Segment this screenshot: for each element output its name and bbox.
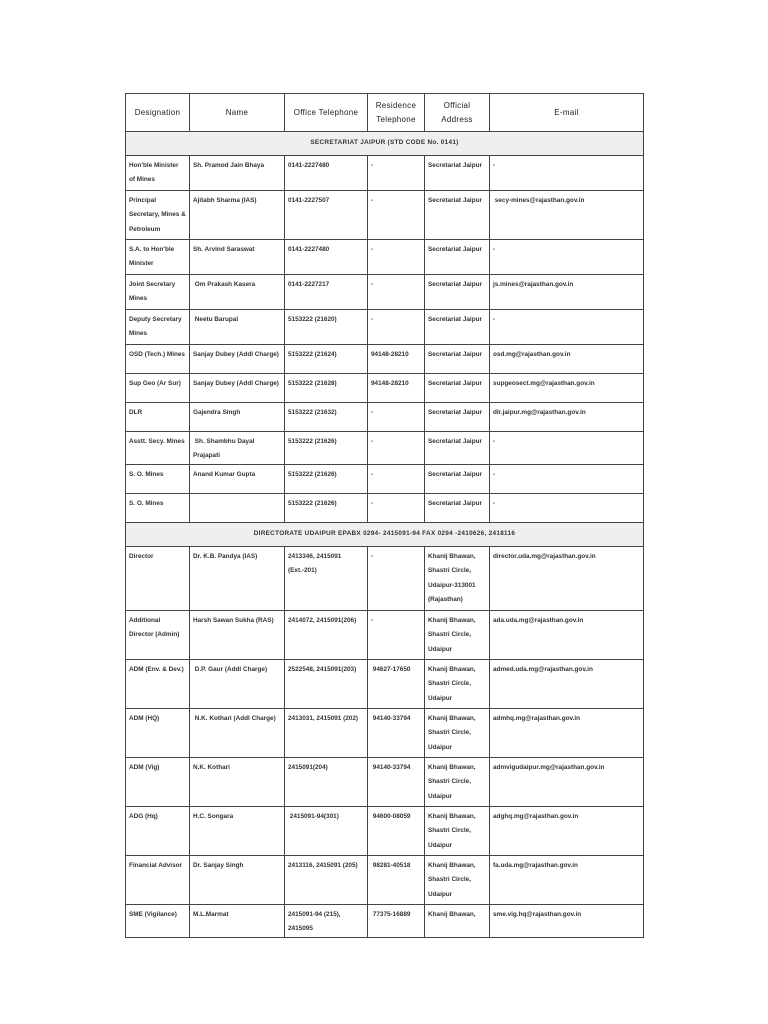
table-row xyxy=(126,432,644,465)
email-cell[interactable] xyxy=(490,464,644,493)
email-cell[interactable] xyxy=(490,546,644,610)
designation-cell xyxy=(126,275,190,310)
residence-telephone-cell-text: - xyxy=(371,246,374,253)
email-cell[interactable] xyxy=(490,156,644,191)
residence-telephone-cell-text: 94140-33794 xyxy=(371,763,411,771)
name-cell-text: Sanjay Dubey (Addl Charge) xyxy=(193,351,279,358)
residence-telephone-cell-text: 94627-17650 xyxy=(371,665,411,673)
table-row xyxy=(126,757,644,806)
office-telephone-cell-text: 0141-2227217 xyxy=(288,281,330,288)
table-row xyxy=(126,493,644,522)
official-address-cell-text: Secretariat Jaipur xyxy=(428,316,482,323)
office-telephone-cell xyxy=(285,345,368,374)
official-address-cell-text: Khanij Bhawan, Shastri Circle, Udaipur xyxy=(428,861,478,898)
email-cell[interactable] xyxy=(490,659,644,708)
directory-table xyxy=(125,93,644,938)
email-cell-text: - xyxy=(493,499,496,507)
email-cell[interactable] xyxy=(490,374,644,403)
table-row xyxy=(126,310,644,345)
designation-cell xyxy=(126,374,190,403)
name-cell xyxy=(190,610,285,659)
office-telephone-cell-text: 5153222 (21626) xyxy=(288,470,337,478)
official-address-cell xyxy=(425,757,490,806)
official-address-cell-text: Secretariat Jaipur xyxy=(428,281,482,288)
office-telephone-cell xyxy=(285,275,368,310)
official-address-cell xyxy=(425,904,490,937)
designation-cell xyxy=(126,403,190,432)
office-telephone-cell-text: 0141-2227480 xyxy=(288,162,330,169)
residence-telephone-cell-text: - xyxy=(371,438,374,445)
name-cell-text: Sh. Shambhu Dayal Prajapati xyxy=(193,438,257,460)
table-row xyxy=(126,464,644,493)
designation-cell xyxy=(126,240,190,275)
official-address-cell xyxy=(425,659,490,708)
official-address-cell-text: Secretariat Jaipur xyxy=(428,246,482,253)
residence-telephone-cell xyxy=(368,432,425,465)
designation-cell xyxy=(126,855,190,904)
section-header-row xyxy=(126,522,644,546)
section-header-row xyxy=(126,132,644,156)
designation-cell-text: DLR xyxy=(129,409,143,416)
official-address-cell-text: Secretariat Jaipur xyxy=(428,162,482,169)
table-row xyxy=(126,191,644,240)
official-address-cell xyxy=(425,432,490,465)
table-row xyxy=(126,610,644,659)
residence-telephone-cell-text: 94148-28210 xyxy=(371,380,409,387)
name-cell xyxy=(190,708,285,757)
office-telephone-cell-text: 5153222 (21632) xyxy=(288,409,337,416)
residence-telephone-cell xyxy=(368,806,425,855)
name-cell xyxy=(190,191,285,240)
designation-cell-text: Joint Secretary Mines xyxy=(129,281,177,303)
office-telephone-cell xyxy=(285,708,368,757)
office-telephone-cell-text: 0141-2227507 xyxy=(288,197,330,204)
email-cell[interactable] xyxy=(490,432,644,465)
name-cell xyxy=(190,904,285,937)
office-telephone-cell xyxy=(285,240,368,275)
official-address-cell xyxy=(425,403,490,432)
name-cell-text: Om Prakash Kasera xyxy=(193,281,256,288)
designation-cell xyxy=(126,546,190,610)
col-header-designation: Designation xyxy=(126,94,190,132)
residence-telephone-cell-text: - xyxy=(371,470,374,478)
name-cell-text: Dr. Sanjay Singh xyxy=(193,861,244,869)
office-telephone-cell-text: 2415091-94 (215), 2415095 xyxy=(288,910,343,933)
table-row xyxy=(126,546,644,610)
email-cell-text: fa.uda.mg@rajasthan.gov.in xyxy=(493,861,578,869)
table-row xyxy=(126,345,644,374)
designation-cell-text: Financial Advisor xyxy=(129,861,183,869)
name-cell-text: H.C. Songara xyxy=(193,812,234,820)
office-telephone-cell-text: 2415091-94(301) xyxy=(288,812,339,820)
residence-telephone-cell-text: - xyxy=(371,197,374,204)
designation-cell xyxy=(126,156,190,191)
name-cell xyxy=(190,275,285,310)
designation-cell-text: OSD (Tech.) Mines xyxy=(129,351,185,358)
table-row xyxy=(126,659,644,708)
name-cell-text: Sh. Pramod Jain Bhaya xyxy=(193,162,265,169)
official-address-cell-text: Khanij Bhawan, Shastri Circle, Udaipur-313001 (Rajasthan) xyxy=(428,552,478,604)
residence-telephone-cell xyxy=(368,659,425,708)
name-cell xyxy=(190,855,285,904)
residence-telephone-cell-text: 77375-16889 xyxy=(371,910,411,918)
official-address-cell-text: Khanij Bhawan, xyxy=(428,910,476,918)
official-address-cell xyxy=(425,464,490,493)
name-cell xyxy=(190,659,285,708)
designation-cell-text: Asstt. Secy. Mines xyxy=(129,438,185,445)
official-address-cell xyxy=(425,708,490,757)
name-cell-text: Ajitabh Sharma (IAS) xyxy=(193,197,257,204)
email-cell[interactable] xyxy=(490,191,644,240)
name-cell xyxy=(190,310,285,345)
col-header-email: E-mail xyxy=(490,94,644,132)
residence-telephone-cell xyxy=(368,310,425,345)
official-address-cell xyxy=(425,310,490,345)
table-row xyxy=(126,240,644,275)
residence-telephone-cell xyxy=(368,610,425,659)
official-address-cell xyxy=(425,275,490,310)
office-telephone-cell-text: 2414072, 2415091(206) xyxy=(288,616,357,624)
office-telephone-cell-text: 2413031, 2415091 (202) xyxy=(288,714,359,722)
official-address-cell xyxy=(425,855,490,904)
official-address-cell-text: Khanij Bhawan, Shastri Circle, Udaipur xyxy=(428,763,478,800)
designation-cell-text: Deputy Secretary Mines xyxy=(129,316,184,338)
residence-telephone-cell xyxy=(368,855,425,904)
name-cell-text: Harsh Sawan Sukha (RAS) xyxy=(193,616,274,624)
email-cell[interactable] xyxy=(490,806,644,855)
email-cell-text: admvigudaipur.mg@rajasthan.gov.in xyxy=(493,763,605,771)
table-row xyxy=(126,855,644,904)
email-cell-text: - xyxy=(493,162,496,169)
email-cell-text: admed.uda.mg@rajasthan.gov.in xyxy=(493,665,593,673)
email-cell-text: - xyxy=(493,246,496,253)
email-cell[interactable] xyxy=(490,708,644,757)
office-telephone-cell xyxy=(285,493,368,522)
residence-telephone-cell xyxy=(368,275,425,310)
email-cell[interactable] xyxy=(490,403,644,432)
designation-cell-text: ADM (Vig) xyxy=(129,763,160,771)
office-telephone-cell xyxy=(285,156,368,191)
official-address-cell xyxy=(425,374,490,403)
email-cell-text: js.mines@rajasthan.gov.in xyxy=(493,281,574,288)
email-cell-text: director.uda.mg@rajasthan.gov.in xyxy=(493,552,596,560)
name-cell-text: Sh. Arvind Saraswat xyxy=(193,246,255,253)
name-cell xyxy=(190,345,285,374)
designation-cell-text: Director xyxy=(129,552,154,560)
residence-telephone-cell xyxy=(368,403,425,432)
directory-body xyxy=(126,132,644,938)
name-cell xyxy=(190,403,285,432)
name-cell-text: N.K. Kothari xyxy=(193,763,230,771)
designation-cell xyxy=(126,659,190,708)
name-cell-text: Sanjay Dubey (Addl Charge) xyxy=(193,380,279,387)
table-row xyxy=(126,275,644,310)
residence-telephone-cell xyxy=(368,191,425,240)
email-cell[interactable] xyxy=(490,757,644,806)
official-address-cell xyxy=(425,240,490,275)
official-address-cell-text: Khanij Bhawan, Shastri Circle, Udaipur xyxy=(428,616,478,653)
official-address-cell-text: Secretariat Jaipur xyxy=(428,197,482,204)
name-cell xyxy=(190,757,285,806)
section-title: DIRECTORATE UDAIPUR EPABX 0294- 2415091-94 FAX 0294 -2410626, 2418116 xyxy=(126,522,644,546)
email-cell-text: ada.uda.mg@rajasthan.gov.in xyxy=(493,616,584,624)
contact-directory xyxy=(125,93,643,938)
official-address-cell xyxy=(425,191,490,240)
residence-telephone-cell-text: - xyxy=(371,409,374,416)
designation-cell xyxy=(126,708,190,757)
residence-telephone-cell xyxy=(368,374,425,403)
designation-cell xyxy=(126,493,190,522)
residence-telephone-cell xyxy=(368,464,425,493)
name-cell-text xyxy=(190,494,284,497)
office-telephone-cell xyxy=(285,904,368,937)
designation-cell-text: ADM (Env. & Dev.) xyxy=(129,665,184,673)
email-cell[interactable] xyxy=(490,493,644,522)
name-cell-text: Gajendra Singh xyxy=(193,409,241,416)
office-telephone-cell-text: 5153222 (21624) xyxy=(288,351,337,358)
official-address-cell xyxy=(425,345,490,374)
official-address-cell xyxy=(425,546,490,610)
residence-telephone-cell-text: 98281-40518 xyxy=(371,861,411,869)
designation-cell-text: Sup Geo (Ar Sur) xyxy=(129,380,181,387)
name-cell xyxy=(190,156,285,191)
designation-cell-text: S. O. Mines xyxy=(129,470,164,478)
designation-cell-text: Hon'ble Minister of Mines xyxy=(129,162,181,184)
designation-cell-text: S. O. Mines xyxy=(129,499,164,507)
official-address-cell-text: Secretariat Jaipur xyxy=(428,380,482,387)
designation-cell xyxy=(126,610,190,659)
email-cell[interactable] xyxy=(490,904,644,937)
col-header-official-address: Official Address xyxy=(425,94,490,132)
table-row xyxy=(126,156,644,191)
residence-telephone-cell xyxy=(368,757,425,806)
designation-cell xyxy=(126,345,190,374)
email-cell[interactable] xyxy=(490,240,644,275)
designation-cell xyxy=(126,757,190,806)
table-row xyxy=(126,904,644,937)
designation-cell-text: S.A. to Hon'ble Minister xyxy=(129,246,176,268)
designation-cell-text: SME (Vigilance) xyxy=(129,910,177,918)
email-cell-text: admhq.mg@rajasthan.gov.in xyxy=(493,714,581,722)
table-row xyxy=(126,708,644,757)
office-telephone-cell xyxy=(285,403,368,432)
email-cell[interactable] xyxy=(490,855,644,904)
official-address-cell-text: Secretariat Jaipur xyxy=(428,499,482,507)
official-address-cell-text: Secretariat Jaipur xyxy=(428,438,482,445)
official-address-cell-text: Secretariat Jaipur xyxy=(428,409,482,416)
residence-telephone-cell-text: - xyxy=(371,499,374,507)
official-address-cell xyxy=(425,610,490,659)
residence-telephone-cell-text: - xyxy=(371,281,374,288)
residence-telephone-cell-text: - xyxy=(371,162,374,169)
residence-telephone-cell xyxy=(368,240,425,275)
table-row xyxy=(126,374,644,403)
designation-cell xyxy=(126,191,190,240)
name-cell xyxy=(190,493,285,522)
residence-telephone-cell-text: - xyxy=(371,616,374,624)
official-address-cell-text: Khanij Bhawan, Shastri Circle, Udaipur xyxy=(428,714,478,751)
email-cell-text: - xyxy=(493,316,496,323)
official-address-cell-text: Khanij Bhawan, Shastri Circle, Udaipur xyxy=(428,812,478,849)
email-cell-text: - xyxy=(493,438,496,445)
email-cell[interactable] xyxy=(490,310,644,345)
official-address-cell xyxy=(425,806,490,855)
name-cell xyxy=(190,240,285,275)
office-telephone-cell-text: 2413346, 2415091 (Ext.-201) xyxy=(288,552,344,575)
residence-telephone-cell xyxy=(368,493,425,522)
office-telephone-cell-text: 2415091(204) xyxy=(288,763,328,771)
residence-telephone-cell-text: - xyxy=(371,552,374,560)
office-telephone-cell xyxy=(285,757,368,806)
office-telephone-cell xyxy=(285,310,368,345)
residence-telephone-cell-text: 94148-28210 xyxy=(371,351,409,358)
office-telephone-cell-text: 2522548, 2415091(203) xyxy=(288,665,357,673)
designation-cell xyxy=(126,432,190,465)
office-telephone-cell-text: 5153222 (21620) xyxy=(288,316,337,323)
table-row xyxy=(126,806,644,855)
office-telephone-cell xyxy=(285,855,368,904)
office-telephone-cell xyxy=(285,374,368,403)
email-cell[interactable] xyxy=(490,275,644,310)
residence-telephone-cell xyxy=(368,546,425,610)
official-address-cell xyxy=(425,156,490,191)
residence-telephone-cell-text: - xyxy=(371,316,374,323)
designation-cell xyxy=(126,310,190,345)
office-telephone-cell xyxy=(285,191,368,240)
email-cell[interactable] xyxy=(490,610,644,659)
section-title: SECRETARIAT JAIPUR (STD CODE No. 0141) xyxy=(126,132,644,156)
residence-telephone-cell-text: 94140-33794 xyxy=(371,714,411,722)
name-cell xyxy=(190,432,285,465)
name-cell xyxy=(190,546,285,610)
office-telephone-cell-text: 5153222 (21626) xyxy=(288,499,337,507)
designation-cell-text: Principal Secretary, Mines & Petroleum xyxy=(129,197,188,233)
office-telephone-cell xyxy=(285,432,368,465)
designation-cell xyxy=(126,806,190,855)
office-telephone-cell-text: 5153222 (21628) xyxy=(288,380,337,387)
name-cell-text: D.P. Gaur (Addl Charge) xyxy=(193,665,268,673)
name-cell-text: N.K. Kothari (Addl Charge) xyxy=(193,714,276,722)
designation-cell-text: ADM (HQ) xyxy=(129,714,160,722)
email-cell-text: supgeosect.mg@rajasthan.gov.in xyxy=(493,380,595,387)
official-address-cell-text: Secretariat Jaipur xyxy=(428,351,482,358)
header-row xyxy=(126,94,644,132)
email-cell-text: osd.mg@rajasthan.gov.in xyxy=(493,351,571,358)
name-cell xyxy=(190,464,285,493)
name-cell-text: Dr. K.B. Pandya (IAS) xyxy=(193,552,258,560)
table-row xyxy=(126,403,644,432)
email-cell-text: sme.vig.hq@rajasthan.gov.in xyxy=(493,910,582,918)
office-telephone-cell xyxy=(285,610,368,659)
residence-telephone-cell xyxy=(368,708,425,757)
office-telephone-cell-text: 2413116, 2415091 (205) xyxy=(288,861,358,869)
official-address-cell-text: Khanij Bhawan, Shastri Circle, Udaipur xyxy=(428,665,478,702)
email-cell-text: secy-mines@rajasthan.gov.in xyxy=(493,197,585,204)
col-header-office-telephone: Office Telephone xyxy=(285,94,368,132)
residence-telephone-cell-text: 94600-08059 xyxy=(371,812,411,820)
name-cell-text: Neetu Barupal xyxy=(193,316,239,323)
office-telephone-cell xyxy=(285,464,368,493)
email-cell-text: - xyxy=(493,470,496,478)
designation-cell-text: Additional Director (Admin) xyxy=(129,616,180,639)
email-cell-text: dlr.jaipur.mg@rajasthan.gov.in xyxy=(493,409,586,416)
col-header-residence-telephone: Residence Telephone xyxy=(368,94,425,132)
name-cell-text: Anand Kumar Gupta xyxy=(193,470,256,478)
office-telephone-cell xyxy=(285,546,368,610)
office-telephone-cell xyxy=(285,806,368,855)
office-telephone-cell-text: 0141-2227480 xyxy=(288,246,330,253)
designation-cell-text: ADG (Hq) xyxy=(129,812,158,820)
designation-cell xyxy=(126,904,190,937)
residence-telephone-cell xyxy=(368,156,425,191)
name-cell xyxy=(190,374,285,403)
email-cell-text: adghq.mg@rajasthan.gov.in xyxy=(493,812,579,820)
designation-cell xyxy=(126,464,190,493)
col-header-name: Name xyxy=(190,94,285,132)
residence-telephone-cell xyxy=(368,345,425,374)
official-address-cell xyxy=(425,493,490,522)
office-telephone-cell-text: 5153222 (21626) xyxy=(288,438,337,445)
name-cell-text: M.L.Marmat xyxy=(193,910,229,918)
email-cell[interactable] xyxy=(490,345,644,374)
official-address-cell-text: Secretariat Jaipur xyxy=(428,470,482,478)
name-cell xyxy=(190,806,285,855)
residence-telephone-cell xyxy=(368,904,425,937)
office-telephone-cell xyxy=(285,659,368,708)
